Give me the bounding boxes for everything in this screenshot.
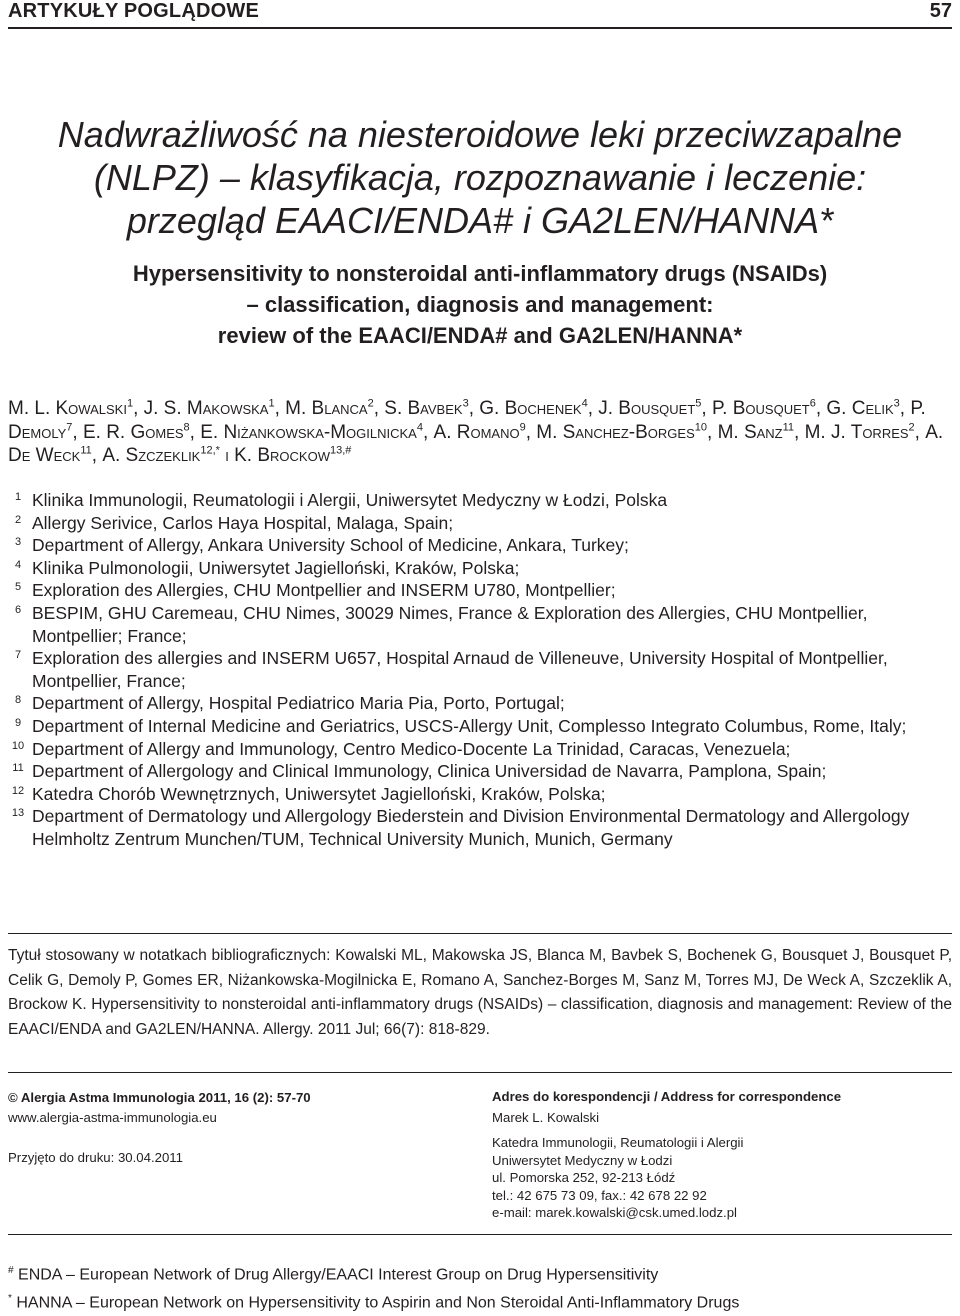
author-list: M. L. Kowalski$^1$, J. S. Makowska$^1$, M. Blanca$^2$, S. Bavbek$^3$, G. Bochenek$^4$, J. Bousquet$^5$, P. Bousquet$^6$, G. Celik$^3$, P. Demoly$^7$, E. R. Gomes$^8$, E. Niżankowska-Mogilnicka$^4$, A. Romano$^9$, M. Sanchez-Borges$^{10}$, M. Sanz$^{11}$, M. J. Torres$^2$, A. De Weck$^{11}$, A. Szczeklik$^{12,*}$ i K. Brockow$^{13,\#}$ [8, 397, 944, 466]
affiliation-number: 10 [11, 739, 25, 752]
affiliation-number: 4 [14, 558, 22, 571]
author-affiliation-mark: 4 [416, 421, 423, 434]
section-title: ARTYKUŁY POGLĄDOWE [8, 0, 260, 22]
author-name: M. J. Torres [804, 421, 909, 443]
affiliation-text: Exploration des Allergies, CHU Montpellier and INSERM U780, Montpellier; [32, 580, 616, 601]
address-line: Uniwersytet Medyczny w Łodzi [492, 1152, 673, 1168]
running-header [8, 0, 952, 28]
author-affiliation-mark: 2 [367, 397, 374, 410]
affiliation-item [8, 692, 952, 715]
footnote-text: HANNA – European Network on Hypersensitivity to Aspirin and Non Steroidal Anti-Inflammatory Drugs [16, 1294, 740, 1312]
author-affiliation-mark: 3 [893, 397, 900, 410]
affiliation-text: Klinika Pulmonologii, Uniwersytet Jagielloński, Kraków, Polska; [32, 557, 520, 578]
divider [8, 1072, 952, 1073]
author-affiliation-mark: 8 [183, 421, 190, 434]
affiliation-item [8, 783, 952, 806]
author-name: E. Niżankowska-Mogilnicka [200, 421, 417, 443]
affiliation-number: 7 [14, 649, 22, 662]
phone-line: tel.: 42 675 73 09, fax.: 42 678 22 92 [492, 1187, 707, 1203]
title-line: Hypersensitivity to nonsteroidal anti-inflammatory drugs (NSAIDs) [132, 261, 828, 286]
author-name: M. Sanchez-Borges [536, 421, 695, 443]
title-line: przegląd EAACI/ENDA# i GA2LEN/HANNA* [126, 200, 834, 241]
author-name: A. Szczeklik [102, 445, 201, 466]
affiliation-text: Department of Internal Medicine and Geriatrics, USCS-Allergy Unit, Complesso Integrato Columbus, Rome, Italy; [32, 715, 907, 736]
article-title-english [10, 258, 950, 351]
author-name: P. Demoly [8, 398, 926, 443]
affiliation-number: 6 [14, 603, 22, 616]
journal-info [8, 1088, 448, 1168]
footnote-text: ENDA – European Network of Drug Allergy/EAACI Interest Group on Drug Hypersensitivity [18, 1266, 659, 1284]
author-affiliation-mark: 3 [462, 397, 469, 410]
divider [8, 933, 952, 934]
affiliation-item [8, 647, 952, 692]
affiliation-number: 9 [14, 716, 22, 729]
author-name: M. L. Kowalski [8, 398, 127, 419]
affiliation-number: 2 [14, 513, 22, 526]
divider [8, 1234, 952, 1235]
footnote-mark: # [8, 1265, 14, 1276]
author-affiliation-mark: 12,* [200, 444, 220, 457]
author-name: E. R. Gomes [82, 421, 184, 443]
affiliation-text: Katedra Chorób Wewnętrznych, Uniwersytet Jagielloński, Kraków, Polska; [32, 783, 606, 804]
correspondence-block [492, 1088, 952, 1222]
affiliation-item [8, 579, 952, 602]
title-line: Nadwrażliwość na niesteroidowe leki przeciwzapalne [57, 114, 903, 155]
author-name: S. Bavbek [384, 398, 463, 419]
author-affiliation-mark: 13,# [329, 444, 352, 457]
citation-note: Tytuł stosowany w notatkach bibliograficznych: Kowalski ML, Makowska JS, Blanca M, Bavbek S, Bochenek G, Bousquet J, Bousquet P, Celik G, Demoly P, Gomes ER, Niżankowska-Mogilnicka E, Romano A, Sanchez-Borges M, Sanz M, Torres MJ, De Weck A, Szczeklik A, Brockow K. Hypersensitivity to nonsteroidal anti-inflammatory drugs (NSAIDs) – classification, diagnosis and management: Review of the EAACI/ENDA and GA2LEN/HANNA. Allergy. 2011 Jul; 66(7): 818-829. [8, 947, 952, 1039]
affiliation-item [8, 534, 952, 557]
affiliation-text: Department of Allergology and Clinical Immunology, Clinica Universidad de Navarra, Pamplona, Spain; [32, 761, 827, 782]
affiliation-text: Allergy Serivice, Carlos Haya Hospital, Malaga, Spain; [32, 512, 454, 533]
affiliation-number: 12 [11, 784, 25, 797]
article-title-polish [10, 113, 950, 242]
affiliation-item [8, 489, 952, 512]
address-line: ul. Pomorska 252, 92-213 Łódź [492, 1170, 676, 1185]
affiliation-text: Department of Allergy and Immunology, Centro Medico-Docente La Trinidad, Caracas, Venezuela; [32, 738, 791, 759]
header-rule [8, 27, 952, 29]
affiliation-item [8, 760, 952, 783]
affiliation-item [8, 512, 952, 535]
author-name: A. De Weck [8, 421, 944, 466]
author-conjunction: i [225, 445, 229, 466]
author-affiliation-mark: 10 [694, 421, 707, 434]
accepted-date: Przyjęto do druku: 30.04.2011 [8, 1150, 183, 1165]
correspondence-heading: Adres do korespondencji / Address for correspondence [492, 1089, 842, 1104]
affiliation-number: 5 [14, 581, 22, 594]
title-line: (NLPZ) – klasyfikacja, rozpoznawanie i leczenie: [93, 157, 867, 198]
author-affiliation-mark: 11 [782, 421, 795, 434]
affiliation-item [8, 738, 952, 761]
affiliation-number: 11 [12, 762, 24, 775]
affiliation-item [8, 602, 952, 647]
affiliation-item [8, 715, 952, 738]
journal-website: www.alergia-astma-immunologia.eu [8, 1110, 217, 1125]
author-affiliation-mark: 4 [581, 397, 588, 410]
author-name: K. Brockow [234, 445, 330, 466]
author-name: J. Bousquet [598, 398, 696, 419]
affiliation-number: 1 [14, 491, 22, 503]
author-name: G. Celik [826, 398, 894, 419]
author-affiliation-mark: 9 [519, 421, 526, 434]
author-affiliation-mark: 7 [66, 421, 73, 434]
affiliation-number: 13 [11, 807, 25, 820]
author-name: A. Romano [433, 421, 520, 443]
affiliation-item [8, 557, 952, 580]
affiliation-text: Department of Dermatology und Allergology Biederstein and Division Environmental Dermatology and Allergology Helmholtz Zentrum Munchen/TUM, Technical University Munich, Munich, Germany [32, 806, 910, 849]
author-name: M. Sanz [717, 421, 783, 443]
author-affiliation-mark: 11 [80, 444, 92, 457]
title-line: review of the EAACI/ENDA# and GA2LEN/HANNA* [217, 323, 743, 348]
footnote-enda [8, 1265, 952, 1284]
author-affiliation-mark: 1 [268, 397, 275, 410]
affiliation-text: BESPIM, GHU Caremeau, CHU Nimes, 30029 Nimes, France & Exploration des Allergies, CHU Montpellier, Montpellier; France; [32, 602, 868, 646]
author-name: G. Bochenek [479, 398, 582, 419]
address-line: Katedra Immunologii, Reumatologii i Alergii [492, 1135, 744, 1150]
copyright-line: © Alergia Astma Immunologia 2011, 16 (2): 57-70 [8, 1090, 311, 1105]
author-name: P. Bousquet [711, 398, 810, 419]
title-line: – classification, diagnosis and management: [246, 292, 714, 317]
affiliation-list [8, 489, 952, 851]
author-name: J. S. Makowska [143, 398, 269, 419]
page-number: 57 [929, 0, 952, 22]
author-affiliation-mark: 2 [908, 421, 915, 434]
affiliation-text: Department of Allergy, Hospital Pediatrico Maria Pia, Porto, Portugal; [32, 693, 565, 714]
footnote-mark: * [8, 1293, 12, 1304]
author-affiliation-mark: 5 [695, 397, 702, 410]
author-name: M. Blanca [285, 398, 368, 419]
affiliation-text: Klinika Immunologii, Reumatologii i Alergii, Uniwersytet Medyczny w Łodzi, Polska [32, 490, 668, 510]
footnote-hanna [8, 1293, 952, 1312]
email-line: e-mail: marek.kowalski@csk.umed.lodz.pl [492, 1205, 737, 1220]
affiliation-text: Department of Allergy, Ankara University School of Medicine, Ankara, Turkey; [32, 535, 629, 556]
author-affiliation-mark: 6 [809, 397, 816, 410]
affiliation-text: Exploration des allergies and INSERM U657, Hospital Arnaud de Villeneuve, University Hospital of Montpellier, Montpellier, France; [32, 648, 888, 691]
author-affiliation-mark: 1 [126, 397, 134, 410]
affiliation-number: 3 [14, 536, 22, 549]
affiliation-number: 8 [14, 694, 22, 707]
correspondence-name: Marek L. Kowalski [492, 1109, 600, 1125]
affiliation-item [8, 805, 952, 850]
